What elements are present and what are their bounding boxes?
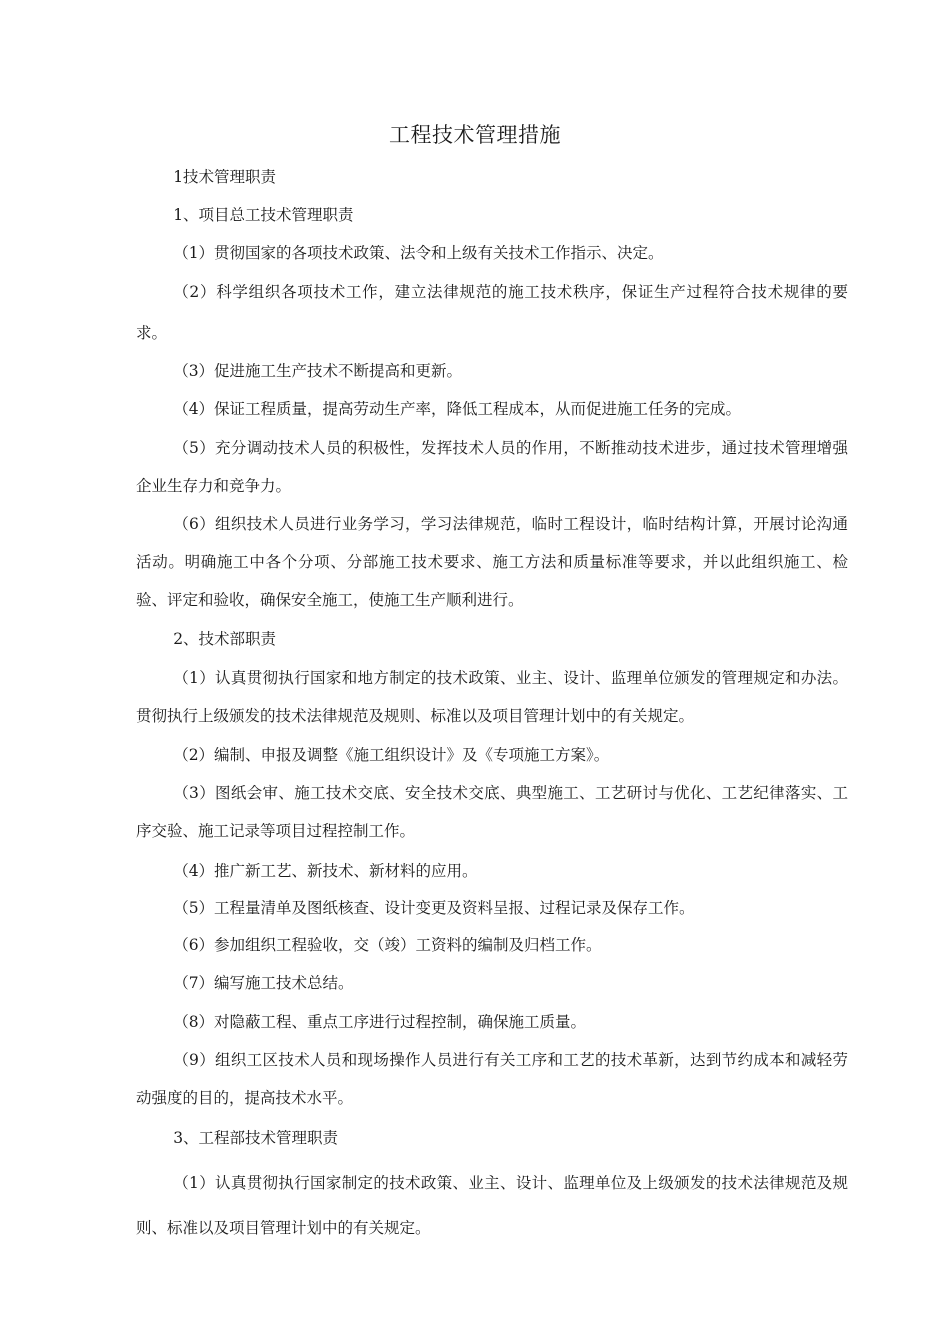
document-title: 工程技术管理措施 — [389, 123, 561, 147]
paragraph: （7）编写施工技术总结。 — [173, 974, 354, 992]
paragraph: （6）参加组织工程验收，交（竣）工资料的编制及归档工作。 — [173, 936, 602, 954]
paragraph: （2）编制、申报及调整《施工组织设计》及《专项施工方案》。 — [173, 746, 610, 764]
paragraph: （3）图纸会审、施工技术交底、安全技术交底、典型施工、工艺研讨与优化、工艺纪律落实、工序交验、施工记录等项目过程控制工作。 — [136, 784, 848, 840]
subsection-heading: 1、项目总工技术管理职责 — [173, 206, 354, 224]
paragraph: （4）推广新工艺、新技术、新材料的应用。 — [173, 862, 478, 880]
paragraph: （8）对隐蔽工程、重点工序进行过程控制，确保施工质量。 — [173, 1013, 587, 1031]
subsection-heading: 3、工程部技术管理职责 — [173, 1129, 339, 1147]
paragraph: （5）充分调动技术人员的积极性，发挥技术人员的作用，不断推动技术进步，通过技术管理增强企业生存力和竞争力。 — [136, 439, 848, 495]
subsection-heading: 2、技术部职责 — [173, 630, 277, 648]
paragraph: （1）认真贯彻执行国家和地方制定的技术政策、业主、设计、监理单位颁发的管理规定和办法。贯彻执行上级颁发的技术法律规范及规则、标准以及项目管理计划中的有关规定。 — [136, 669, 848, 725]
section-heading: 1技术管理职责 — [173, 168, 277, 186]
paragraph: （6）组织技术人员进行业务学习，学习法律规范，临时工程设计，临时结构计算，开展讨论沟通活动。明确施工中各个分项、分部施工技术要求、施工方法和质量标准等要求，并以此组织施工、检验、评定和验收，确保安全施工，使施工生产顺利进行。 — [136, 515, 848, 609]
paragraph: （2）科学组织各项技术工作，建立法律规范的施工技术秩序，保证生产过程符合技术规律的要求。 — [136, 283, 848, 342]
paragraph: （1）认真贯彻执行国家制定的技术政策、业主、设计、监理单位及上级颁发的技术法律规范及规则、标准以及项目管理计划中的有关规定。 — [136, 1174, 848, 1237]
paragraph: （9）组织工区技术人员和现场操作人员进行有关工序和工艺的技术革新，达到节约成本和减轻劳动强度的目的，提高技术水平。 — [136, 1051, 848, 1107]
paragraph: （1）贯彻国家的各项技术政策、法令和上级有关技术工作指示、决定。 — [173, 244, 664, 262]
paragraph: （5）工程量清单及图纸核查、设计变更及资料呈报、过程记录及保存工作。 — [173, 899, 695, 917]
paragraph: （3）促进施工生产技术不断提高和更新。 — [173, 362, 463, 380]
paragraph: （4）保证工程质量，提高劳动生产率，降低工程成本，从而促进施工任务的完成。 — [173, 400, 742, 418]
